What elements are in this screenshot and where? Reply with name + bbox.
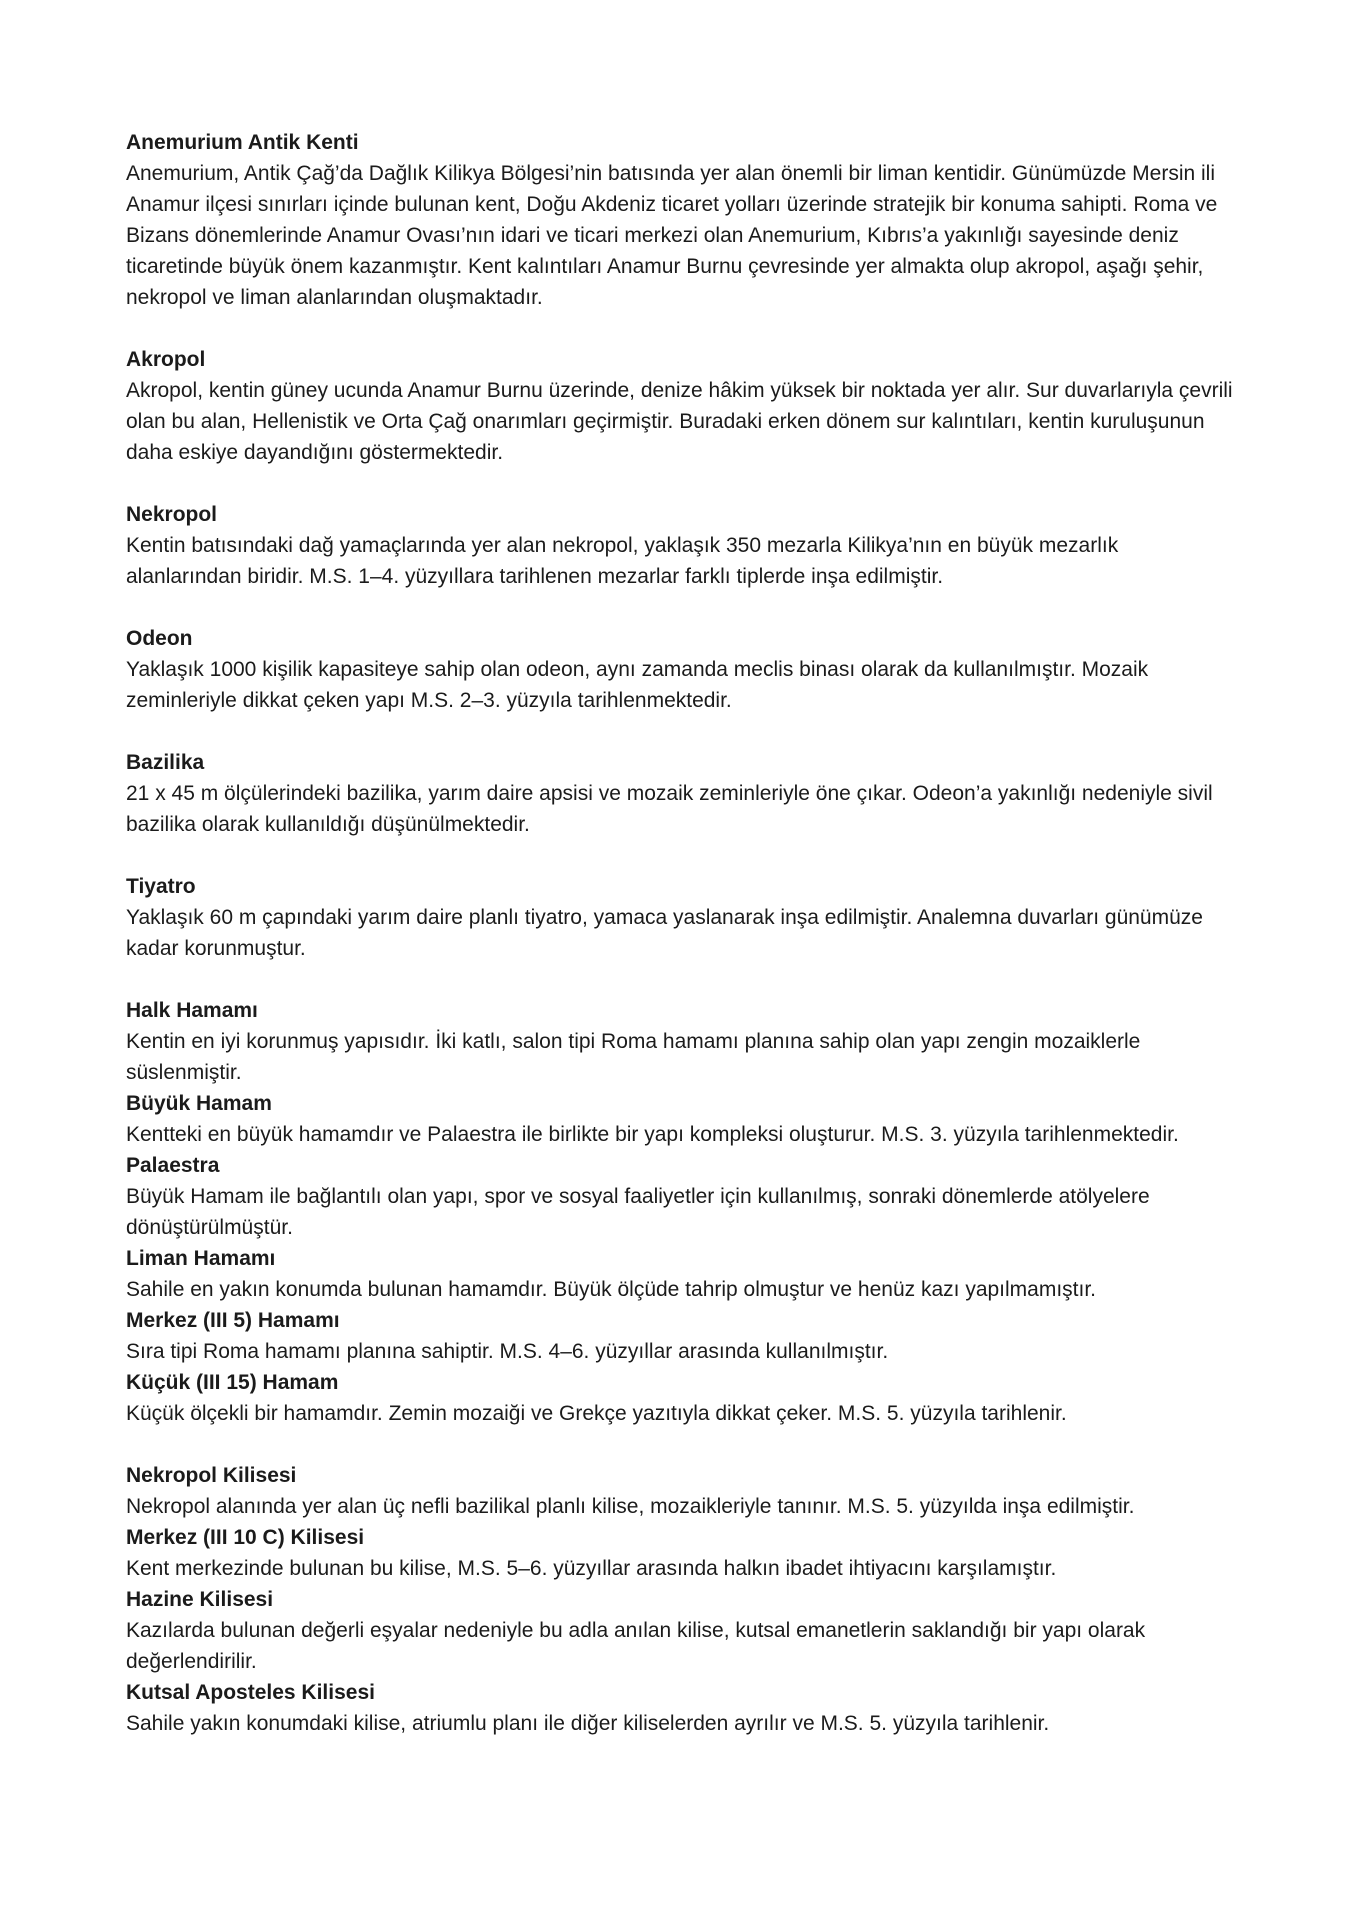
section-heading: Odeon xyxy=(126,627,193,650)
section-heading: Bazilika xyxy=(126,751,205,774)
section-paragraph: Sahile yakın konumdaki kilise, atriumlu planı ile diğer kiliselerden ayrılır ve M.S. 5. yüzyıla tarihlenir. xyxy=(126,1712,1050,1735)
section-paragraph: Anemurium, Antik Çağ’da Dağlık Kilikya Bölgesi’nin batısında yer alan önemli bir liman kentidir. Günümüzde Mersin ili Anamur ilçesi sınırları içinde bulunan kent, Doğu Akdeniz ticaret yolları üzerinde stratejik bir konuma sahipti. Roma ve Bizans dönemlerinde Anamur Ovası’nın idari ve ticari merkezi olan Anemurium, Kıbrıs’a yakınlığı sayesinde deniz ticaretinde büyük önem kazanmıştır. Kent kalıntıları Anamur Burnu çevresinde yer almakta olup akropol, aşağı şehir, nekropol ve liman alanlarından oluşmaktadır. xyxy=(126,162,1218,309)
section-heading: Liman Hamamı xyxy=(126,1247,276,1270)
section-palaestra xyxy=(126,1150,1236,1243)
section-paragraph: Sahile en yakın konumda bulunan hamamdır. Büyük ölçüde tahrip olmuştur ve henüz kazı yapılmamıştır. xyxy=(126,1278,1097,1301)
section-nekropol-kilisesi xyxy=(126,1460,1236,1522)
section-anemurium-antik-kenti xyxy=(126,127,1236,313)
section-paragraph: Sıra tipi Roma hamamı planına sahiptir. M.S. 4–6. yüzyıllar arasında kullanılmıştır. xyxy=(126,1340,889,1363)
section-merkez-iii-10-c-kilisesi xyxy=(126,1522,1236,1584)
section-heading: Merkez (III 10 C) Kilisesi xyxy=(126,1526,365,1549)
section-heading: Akropol xyxy=(126,348,206,371)
section-hazine-kilisesi xyxy=(126,1584,1236,1677)
section-paragraph: 21 x 45 m ölçülerindeki bazilika, yarım daire apsisi ve mozaik zeminleriyle öne çıkar. Odeon’a yakınlığı nedeniyle sivil bazilika olarak kullanıldığı düşünülmektedir. xyxy=(126,782,1213,836)
section-nekropol xyxy=(126,499,1236,592)
section-merkez-iii-5-hamami xyxy=(126,1305,1236,1367)
section-paragraph: Yaklaşık 60 m çapındaki yarım daire planlı tiyatro, yamaca yaslanarak inşa edilmiştir. Analemna duvarları günümüze kadar korunmuştur. xyxy=(126,906,1203,960)
section-paragraph: Akropol, kentin güney ucunda Anamur Burnu üzerinde, denize hâkim yüksek bir noktada yer alır. Sur duvarlarıyla çevrili olan bu alan, Hellenistik ve Orta Çağ onarımları geçirmiştir. Buradaki erken dönem sur kalıntıları, kentin kuruluşunun daha eskiye dayandığını göstermektedir. xyxy=(126,379,1233,464)
section-buyuk-hamam xyxy=(126,1088,1236,1150)
section-heading: Nekropol Kilisesi xyxy=(126,1464,297,1487)
section-liman-hamami xyxy=(126,1243,1236,1305)
section-odeon xyxy=(126,623,1236,716)
section-paragraph: Kazılarda bulunan değerli eşyalar nedeniyle bu adla anılan kilise, kutsal emanetlerin saklandığı bir yapı olarak değerlendirilir. xyxy=(126,1619,1146,1673)
section-halk-hamami xyxy=(126,995,1236,1088)
section-paragraph: Küçük ölçekli bir hamamdır. Zemin mozaiği ve Grekçe yazıtıyla dikkat çeker. M.S. 5. yüzyıla tarihlenir. xyxy=(126,1402,1067,1425)
section-paragraph: Kent merkezinde bulunan bu kilise, M.S. 5–6. yüzyıllar arasında halkın ibadet ihtiyacını karşılamıştır. xyxy=(126,1557,1057,1580)
section-paragraph: Kentteki en büyük hamamdır ve Palaestra ile birlikte bir yapı kompleksi oluşturur. M.S. 3. yüzyıla tarihlenmektedir. xyxy=(126,1123,1179,1146)
section-heading: Kutsal Aposteles Kilisesi xyxy=(126,1681,375,1704)
section-paragraph: Nekropol alanında yer alan üç nefli bazilikal planlı kilise, mozaikleriyle tanınır. M.S. 5. yüzyılda inşa edilmiştir. xyxy=(126,1495,1135,1518)
section-paragraph: Kentin batısındaki dağ yamaçlarında yer alan nekropol, yaklaşık 350 mezarla Kilikya’nın en büyük mezarlık alanlarından biridir. M.S. 1–4. yüzyıllara tarihlenen mezarlar farklı tiplerde inşa edilmiştir. xyxy=(126,534,1119,588)
section-heading: Merkez (III 5) Hamamı xyxy=(126,1309,340,1332)
section-heading: Palaestra xyxy=(126,1154,220,1177)
section-tiyatro xyxy=(126,871,1236,964)
section-heading: Küçük (III 15) Hamam xyxy=(126,1371,339,1394)
section-heading: Anemurium Antik Kenti xyxy=(126,131,359,154)
section-heading: Halk Hamamı xyxy=(126,999,258,1022)
section-paragraph: Kentin en iyi korunmuş yapısıdır. İki katlı, salon tipi Roma hamamı planına sahip olan yapı zengin mozaiklerle süslenmiştir. xyxy=(126,1030,1141,1084)
section-kucuk-iii-15-hamam xyxy=(126,1367,1236,1429)
section-kutsal-aposteles-kilisesi xyxy=(126,1677,1236,1739)
section-heading: Nekropol xyxy=(126,503,218,526)
section-heading: Hazine Kilisesi xyxy=(126,1588,274,1611)
section-heading: Tiyatro xyxy=(126,875,196,898)
section-heading: Büyük Hamam xyxy=(126,1092,272,1115)
section-paragraph: Büyük Hamam ile bağlantılı olan yapı, spor ve sosyal faaliyetler için kullanılmış, sonraki dönemlerde atölyelere dönüştürülmüştür. xyxy=(126,1185,1150,1239)
section-akropol xyxy=(126,344,1236,468)
section-bazilika xyxy=(126,747,1236,840)
section-paragraph: Yaklaşık 1000 kişilik kapasiteye sahip olan odeon, aynı zamanda meclis binası olarak da kullanılmıştır. Mozaik zeminleriyle dikkat çeken yapı M.S. 2–3. yüzyıla tarihlenmektedir. xyxy=(126,658,1149,712)
